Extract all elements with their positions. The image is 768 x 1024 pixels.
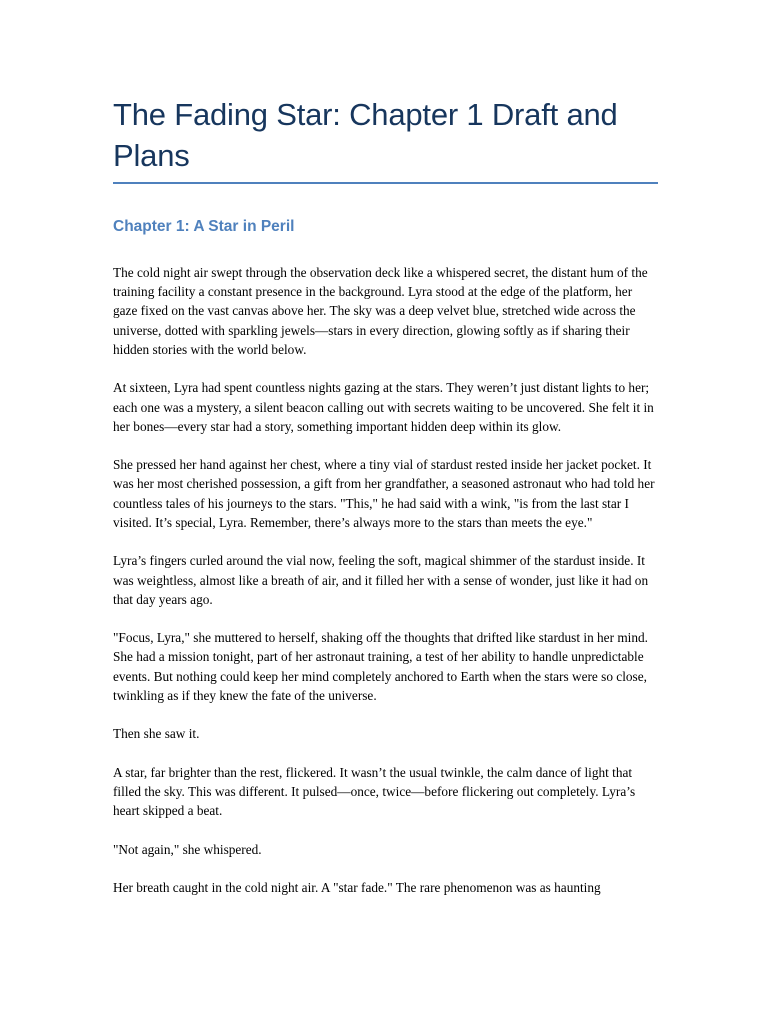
title-underline-divider bbox=[113, 182, 658, 184]
paragraph: She pressed her hand against her chest, where a tiny vial of stardust rested inside her jacket pocket. It was her most cherished possession, a gift from her grandfather, a seasoned astronaut who had told her countless tales of his journeys to the stars. "This," he had said with a wink, "is from the last star I visited. It’s special, Lyra. Remember, there’s always more to the stars than meets the eye." bbox=[113, 457, 655, 530]
paragraph: Lyra’s fingers curled around the vial now, feeling the soft, magical shimmer of the stardust inside. It was weightless, almost like a breath of air, and it filled her with a sense of wonder, just like it had on that day years ago. bbox=[113, 553, 649, 607]
paragraph: "Not again," she whispered. bbox=[113, 841, 262, 857]
paragraph: At sixteen, Lyra had spent countless nights gazing at the stars. They weren’t just distant lights to her; each one was a mystery, a silent beacon calling out with secrets waiting to be uncovered. She felt it in her bones—every star had a story, something important hidden deep within its glow. bbox=[113, 380, 654, 434]
chapter-body bbox=[113, 263, 658, 897]
paragraph: Then she saw it. bbox=[113, 726, 200, 742]
document-title: The Fading Star: Chapter 1 Draft and Plans bbox=[113, 97, 618, 173]
paragraph: A star, far brighter than the rest, flickered. It wasn’t the usual twinkle, the calm dance of light that filled the sky. This was different. It pulsed—once, twice—before flickering out completely. Lyra’s heart skipped a beat. bbox=[113, 764, 636, 819]
paragraph: "Focus, Lyra," she muttered to herself, shaking off the thoughts that drifted like stardust in her mind. She had a mission tonight, part of her astronaut training, a test of her ability to handle unpredictable events. But nothing could keep her mind completely anchored to Earth when the stars were so close, twinkling as if they knew the fate of the universe. bbox=[113, 630, 648, 703]
document-page bbox=[113, 94, 658, 917]
paragraph: The cold night air swept through the observation deck like a whispered secret, the distant hum of the training facility a constant presence in the background. Lyra stood at the edge of the platform, her gaze fixed on the vast canvas above her. The sky was a deep velvet blue, stretched wide across the universe, dotted with sparkling jewels—stars in every direction, glowing softly as if sharing their hidden stories with the world below. bbox=[113, 265, 648, 357]
paragraph: Her breath caught in the cold night air. A "star fade." The rare phenomenon was as haunting bbox=[113, 880, 601, 896]
chapter-heading: Chapter 1: A Star in Peril bbox=[113, 218, 295, 235]
